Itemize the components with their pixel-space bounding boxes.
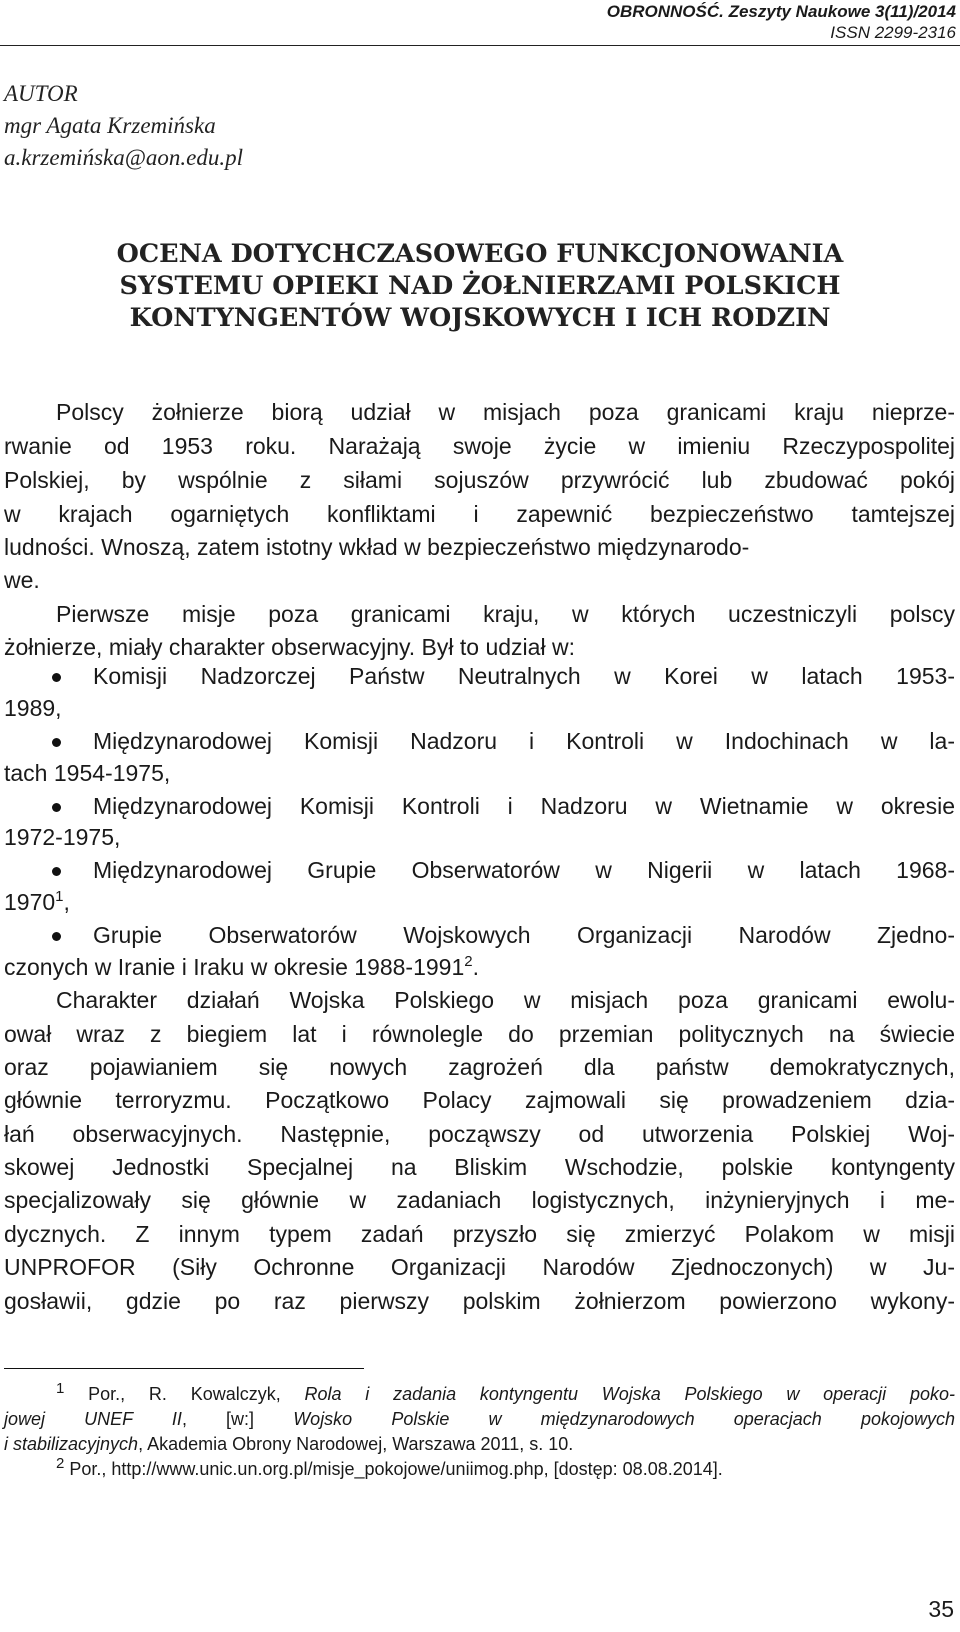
journal-title: OBRONNOŚĆ. Zeszyty Naukowe 3(11)/2014 xyxy=(606,2,956,21)
list-item-text: czonych w Iranie i Iraku w okresie 1988-1991 xyxy=(4,954,465,980)
footnote-link-text[interactable]: Por., http://www.unic.un.org.pl/misje_pokojowe/uniimog.php, [dostęp: 08.08.2014]. xyxy=(69,1459,723,1479)
list-item: Komisji Nadzorczej Państw Neutralnych w Korei w latach 1953- xyxy=(93,663,955,689)
issn: ISSN 2299-2316 xyxy=(830,23,956,42)
paragraph-line: Polscy żołnierze biorą udział w misjach poza granicami kraju nieprze- xyxy=(56,399,955,425)
paragraph-line: rwanie od 1953 roku. Narażają swoje życie w imieniu Rzeczypospolitej xyxy=(4,433,955,459)
footnote-number: 1 xyxy=(56,1380,65,1397)
footnote-text: , Akademia Obrony Narodowej, Warszawa 2011, s. 10. xyxy=(138,1434,574,1454)
paragraph-line: żołnierze, miały charakter obserwacyjny. Był to udział w: xyxy=(4,634,575,660)
list-item: Międzynarodowej Komisji Nadzoru i Kontroli w Indochinach w la- xyxy=(93,728,955,754)
list-item: Międzynarodowej Komisji Kontroli i Nadzoru w Wietnamie w okresie xyxy=(93,793,955,819)
bullet-icon xyxy=(52,738,61,747)
paragraph-line: specjalizowały się głównie w zadaniach logistycznych, inżynieryjnych i me- xyxy=(4,1187,955,1213)
footnote-title-italic: jowej UNEF II xyxy=(4,1409,182,1429)
paragraph-line: Polskiej, by wspólnie z siłami sojuszów przywrócić lub zbudować pokój xyxy=(4,467,955,493)
footnote-number: 2 xyxy=(56,1455,65,1472)
title-line: KONTYNGENTÓW WOJSKOWYCH I ICH RODZIN xyxy=(129,303,831,333)
title-line: SYSTEMU OPIEKI NAD ŻOŁNIERZAMI POLSKICH xyxy=(119,271,841,301)
paragraph-line: gosławii, gdzie po raz pierwszy polskim żołnierzom powierzono wykony- xyxy=(4,1288,955,1314)
paragraph-line: Charakter działań Wojska Polskiego w misjach poza granicami ewolu- xyxy=(56,987,955,1013)
paragraph-line: oraz pojawianiem się nowych zagrożeń dla państw demokratycznych, xyxy=(4,1054,955,1080)
bullet-icon xyxy=(52,932,61,941)
footnote-2 xyxy=(56,1455,955,1480)
footnote-text: , [w:] xyxy=(181,1409,294,1429)
running-header xyxy=(607,1,956,43)
paragraph-line: ował wraz z biegiem lat i równolegle do przemian politycznych na świecie xyxy=(4,1021,955,1047)
paragraph-line: w krajach ogarniętych konfliktami i zapewnić bezpieczeństwo tamtejszej xyxy=(4,501,955,527)
author-block xyxy=(4,78,243,174)
list-item-continuation: 1989, xyxy=(4,695,62,721)
page-number: 35 xyxy=(928,1596,954,1622)
bullet-icon xyxy=(52,803,61,812)
footnote-text: Por., R. Kowalczyk, xyxy=(88,1384,305,1404)
article-title xyxy=(0,238,960,334)
list-item-punct: , xyxy=(63,889,70,915)
paragraph-line: Pierwsze misje poza granicami kraju, w których uczestniczyli polscy xyxy=(56,601,955,627)
list-item-continuation xyxy=(4,953,955,981)
footnote-rule xyxy=(4,1368,364,1369)
paragraph-line: we. xyxy=(4,567,40,593)
footnote-title-italic: i stabilizacyjnych xyxy=(4,1434,139,1454)
paragraph-line: dycznych. Z innym typem zadań przyszło się zmierzyć Polakom w misji xyxy=(4,1221,955,1247)
author-name: mgr Agata Krzemińska xyxy=(4,113,216,138)
footnote-1-line xyxy=(4,1408,955,1430)
author-label: AUTOR xyxy=(4,81,78,106)
paragraph-line: skowej Jednostki Specjalnej na Bliskim Wschodzie, polskie kontyngenty xyxy=(4,1154,955,1180)
paragraph-line: ludności. Wnoszą, zatem istotny wkład w bezpieczeństwo międzynarodo- xyxy=(4,534,750,560)
list-item-punct: . xyxy=(472,954,479,980)
bullet-icon xyxy=(52,673,61,682)
footnote-ref-1[interactable]: 1 xyxy=(55,888,64,905)
author-email: a.krzemińska@aon.edu.pl xyxy=(4,145,243,170)
list-item: Grupie Obserwatorów Wojskowych Organizacji Narodów Zjedno- xyxy=(93,922,955,948)
footnote-title-italic: Rola i zadania kontyngentu Wojska Polskiego w operacji poko- xyxy=(304,1384,955,1404)
paragraph-line: łań obserwacyjnych. Następnie, począwszy od utworzenia Polskiej Woj- xyxy=(4,1121,955,1147)
list-item-continuation: 1972-1975, xyxy=(4,824,121,850)
list-item-continuation xyxy=(4,888,955,916)
list-item: Międzynarodowej Grupie Obserwatorów w Nigerii w latach 1968- xyxy=(93,857,955,883)
footnote-ref-2[interactable]: 2 xyxy=(464,953,473,970)
footnote-1 xyxy=(56,1380,955,1405)
list-item-continuation: tach 1954-1975, xyxy=(4,760,171,786)
paragraph-line: UNPROFOR (Siły Ochronne Organizacji Narodów Zjednoczonych) w Ju- xyxy=(4,1254,955,1280)
footnote-1-line xyxy=(4,1433,955,1455)
paragraph-line: głównie terroryzmu. Początkowo Polacy zajmowali się prowadzeniem dzia- xyxy=(4,1087,955,1113)
title-line: OCENA DOTYCHCZASOWEGO FUNKCJONOWANIA xyxy=(116,239,844,269)
header-rule xyxy=(0,45,960,46)
footnote-title-italic: Wojsko Polskie w międzynarodowych operacjach pokojowych xyxy=(293,1409,955,1429)
bullet-icon xyxy=(52,867,61,876)
list-item-text: 1970 xyxy=(4,889,56,915)
